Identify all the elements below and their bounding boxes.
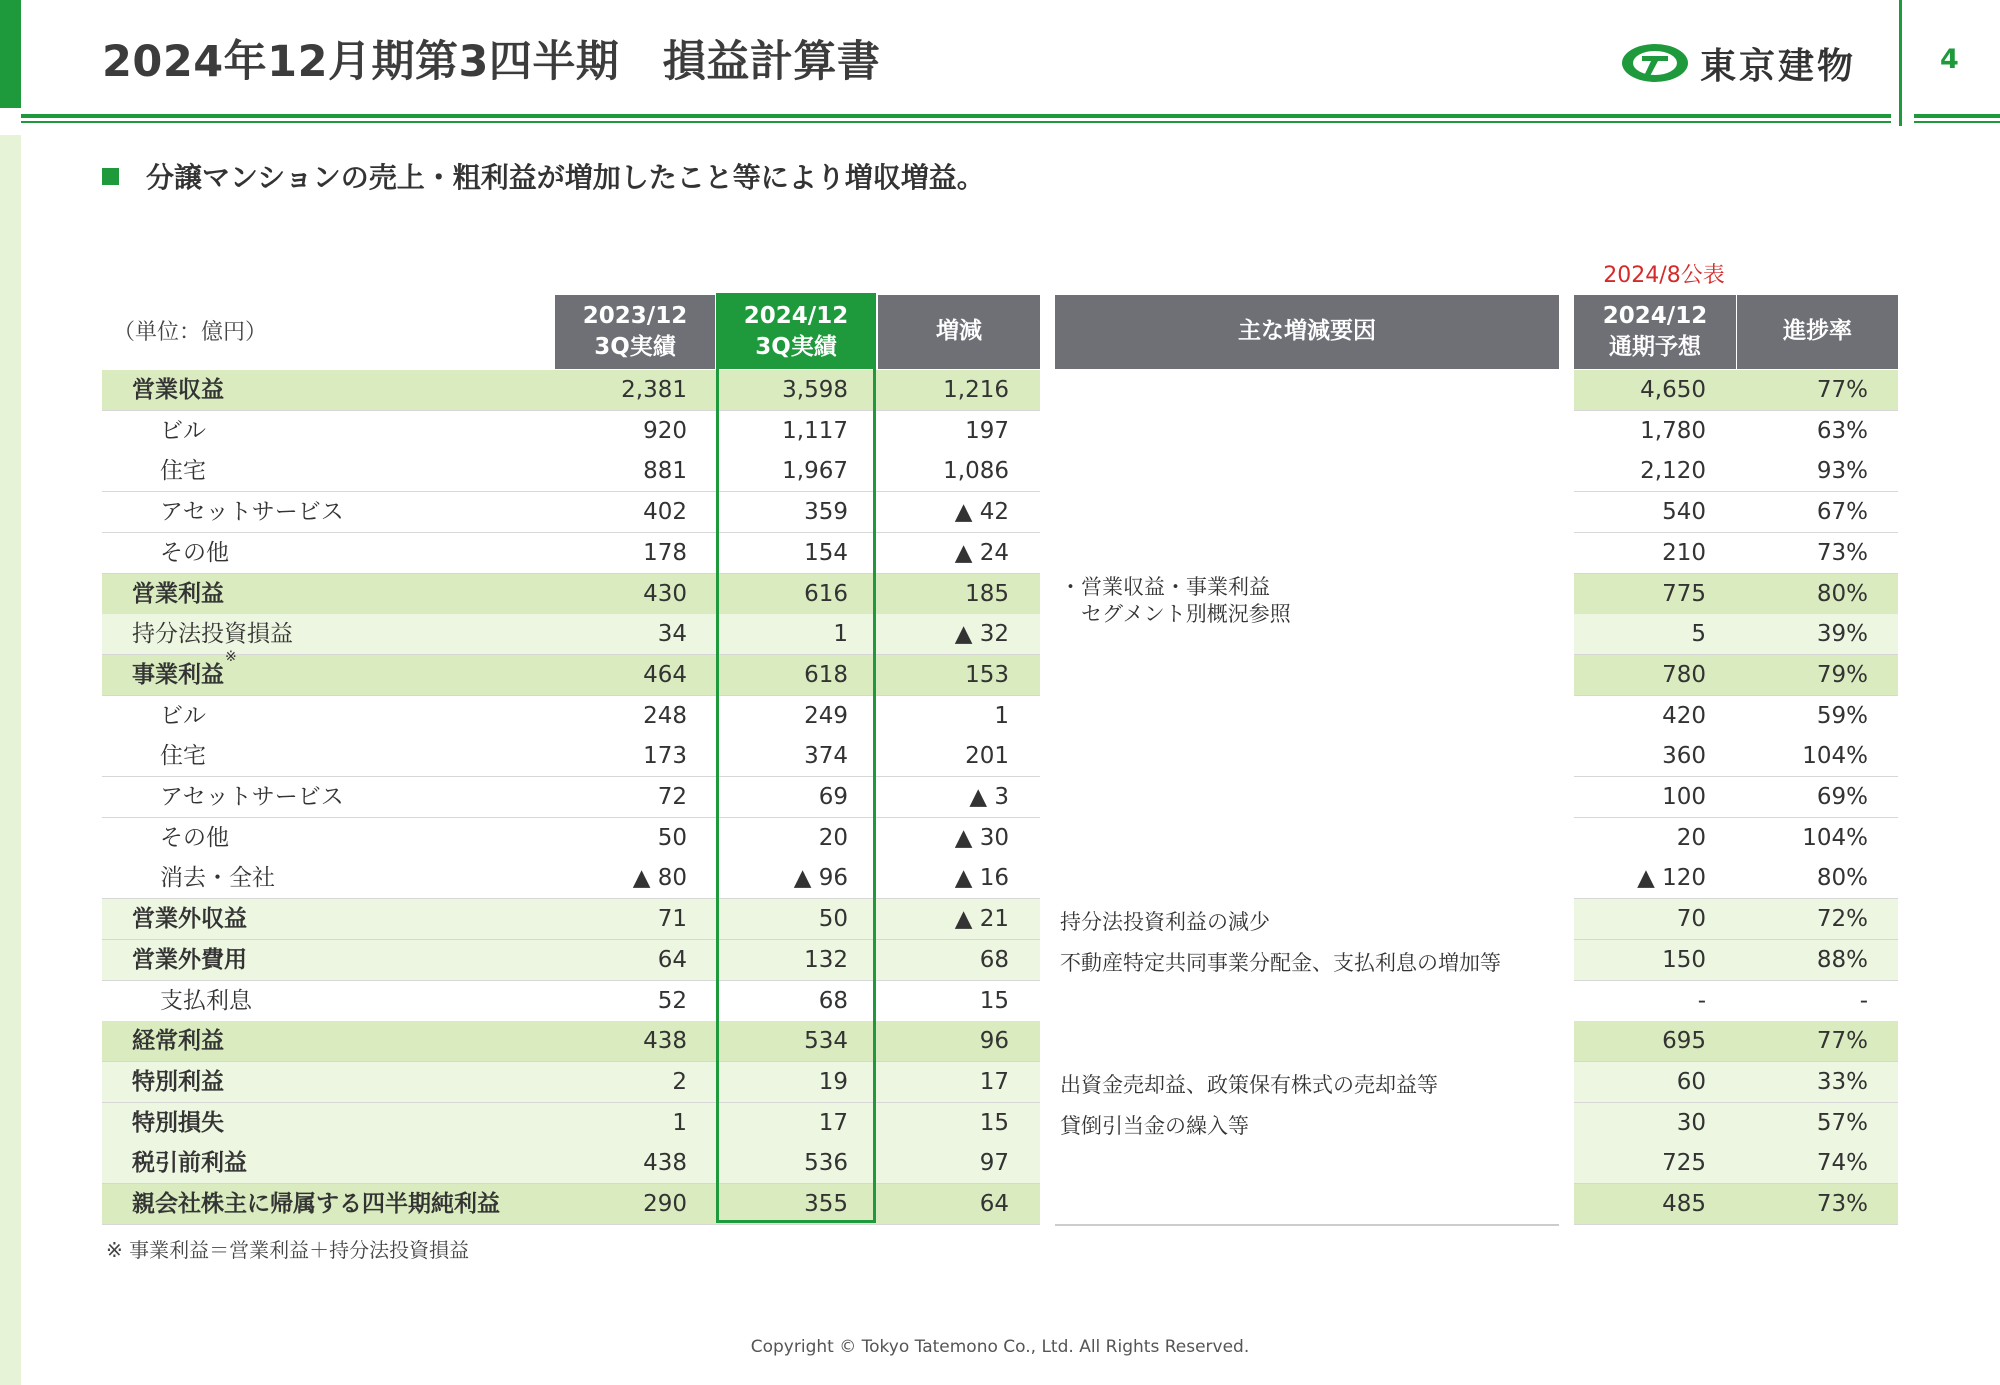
table-row [102,533,1040,574]
cell-diff: 96 [979,1028,1009,1055]
cell-progress: 63% [1816,417,1868,444]
table-row [102,574,1040,615]
cell-progress: 80% [1816,865,1868,892]
cell-diff: 185 [965,580,1009,607]
side-strip [0,135,21,1385]
cell-progress: 93% [1816,458,1868,485]
cell-progress: 80% [1816,580,1868,607]
cell-forecast: 775 [1662,580,1706,607]
cell-progress: 104% [1802,743,1868,770]
cell-prev: 464 [643,661,687,688]
cell-diff: 153 [965,661,1009,688]
forecast-row [1574,574,1898,615]
cell-forecast: 5 [1691,621,1706,648]
forecast-row [1574,940,1898,981]
header-rule-right [1914,114,2000,118]
cell-diff: 15 [979,987,1009,1014]
forecast-row [1574,696,1898,737]
row-label: 事業利益 [132,661,224,688]
cell-curr: 69 [818,784,848,810]
cell-progress: 39% [1816,621,1868,648]
cell-curr: 50 [818,906,848,933]
row-label: 消去・全社 [160,865,275,892]
cell-curr: 3,598 [782,377,848,403]
table-row [102,981,1040,1022]
table-row [102,451,1040,492]
lead-text: 分譲マンションの売上・粗利益が増加したこと等により増収増益。 [146,161,985,194]
cell-curr: 17 [818,1109,848,1136]
cell-forecast: 420 [1662,702,1706,729]
cell-progress: 74% [1816,1150,1868,1177]
row-label: ビル [160,702,206,729]
forecast-row [1574,655,1898,696]
cell-prev: 402 [643,499,687,526]
footnote: ※ 事業利益＝営業利益＋持分法投資損益 [106,1238,470,1262]
cell-prev: 2 [672,1068,687,1095]
cell-prev: 64 [657,946,687,973]
factor-text: 出資金売却益、政策保有株式の売却益等 [1060,1072,1438,1097]
cell-forecast: 20 [1676,824,1706,851]
forecast-row [1574,451,1898,492]
cell-progress: 69% [1816,784,1868,810]
row-label: アセットサービス [160,784,344,810]
cell-prev: 71 [657,906,687,933]
row-label: その他 [160,539,229,566]
cell-forecast: 4,650 [1640,377,1706,403]
company-name: 東京建物 [1700,45,1857,87]
cell-diff: 1 [994,702,1009,729]
table-row [102,899,1040,940]
factor-text: ・営業収益・事業利益 [1060,574,1270,599]
cell-forecast: 360 [1662,743,1706,770]
factor-text: 貸倒引当金の繰入等 [1060,1113,1249,1138]
cell-curr: 618 [804,661,848,688]
cell-forecast: - [1697,987,1706,1014]
header-rule-thin [21,121,1891,123]
table-row [102,492,1040,533]
table-row [102,777,1040,818]
row-label: 住宅 [160,743,206,770]
cell-forecast: 540 [1662,499,1706,526]
cell-forecast: ▲ 120 [1637,865,1706,892]
cell-diff: 15 [979,1109,1009,1136]
row-label: 持分法投資損益 [132,621,293,648]
cell-curr: 616 [804,580,848,607]
lead-statement [102,156,985,196]
cell-prev: ▲ 80 [632,865,687,892]
row-label: その他 [160,824,229,851]
cell-prev: 52 [657,987,687,1014]
cell-forecast: 30 [1676,1109,1706,1136]
header-rule-right-thin [1914,121,2000,123]
cell-diff: 197 [965,417,1009,444]
factor-text: セグメント別概況参照 [1060,602,1291,627]
forecast-row [1574,1103,1898,1144]
cell-progress: 59% [1816,702,1868,729]
cell-progress: 77% [1816,377,1868,403]
cell-forecast: 70 [1676,906,1706,933]
cell-curr: ▲ 96 [793,865,848,892]
row-note-mark: ※ [225,648,237,665]
column-header-diff: 増減 [878,295,1040,369]
cell-progress: 77% [1816,1028,1868,1055]
cell-prev: 430 [643,580,687,607]
cell-prev: 2,381 [621,377,687,403]
cell-diff: ▲ 3 [969,784,1009,810]
current-period-highlight [716,293,876,1223]
cell-curr: 19 [818,1068,848,1095]
cell-prev: 881 [643,458,687,485]
cell-prev: 438 [643,1028,687,1055]
column-header-curr: 2024/12 3Q実績 [716,295,876,369]
cell-diff: 201 [965,743,1009,770]
cell-progress: 73% [1816,1191,1868,1217]
cell-prev: 173 [643,743,687,770]
cell-prev: 178 [643,539,687,566]
forecast-row [1574,1184,1898,1225]
cell-curr: 534 [804,1028,848,1055]
cell-prev: 34 [657,621,687,648]
row-label: 営業利益 [132,580,224,607]
table-row [102,940,1040,981]
row-label: 営業外費用 [132,946,247,973]
company-logo [1620,38,1856,88]
cell-curr: 68 [818,987,848,1014]
cell-forecast: 2,120 [1640,458,1706,485]
table-row [102,818,1040,859]
column-header-factors: 主な増減要因 [1055,295,1559,369]
forecast-row [1574,899,1898,940]
forecast-row [1574,492,1898,533]
unit-label: （単位：億円） [113,320,268,345]
cell-curr: 20 [818,824,848,851]
cell-curr: 355 [804,1191,848,1217]
cell-prev: 920 [643,417,687,444]
row-label: 特別損失 [132,1109,224,1136]
forecast-row [1574,818,1898,859]
cell-curr: 536 [804,1150,848,1177]
bullet-square-icon [102,168,119,185]
cell-progress: 88% [1816,946,1868,973]
row-label: アセットサービス [160,499,344,526]
header-divider [1899,0,1902,126]
cell-diff: 1,216 [943,377,1009,403]
forecast-announcement: 2024/8公表 [1603,263,1725,288]
row-label: 税引前利益 [132,1150,247,1177]
cell-forecast: 150 [1662,946,1706,973]
column-header-progress: 進捗率 [1737,295,1898,369]
company-logo-icon [1620,42,1690,84]
cell-diff: 17 [979,1068,1009,1095]
cell-progress: 72% [1816,906,1868,933]
page-title: 2024年12月期第3四半期 損益計算書 [102,37,881,87]
row-label: 営業外収益 [132,906,247,933]
column-header-prev: 2023/12 3Q実績 [555,295,715,369]
row-label: 親会社株主に帰属する四半期純利益 [132,1191,500,1217]
cell-prev: 290 [643,1191,687,1217]
cell-diff: ▲ 32 [954,621,1009,648]
table-row [102,858,1040,899]
cell-diff: ▲ 16 [954,865,1009,892]
cell-diff: 68 [979,946,1009,973]
cell-curr: 154 [804,539,848,566]
cell-prev: 438 [643,1150,687,1177]
table-row [102,411,1040,452]
forecast-row [1574,1062,1898,1103]
forecast-row [1574,1021,1898,1062]
cell-diff: 1,086 [943,458,1009,485]
table-row [102,614,1040,655]
cell-prev: 50 [657,824,687,851]
row-label: 支払利息 [160,987,252,1014]
cell-diff: 97 [979,1150,1009,1177]
cell-progress: 67% [1816,499,1868,526]
cell-forecast: 1,780 [1640,417,1706,444]
table-row [102,1103,1040,1144]
cell-prev: 1 [672,1109,687,1136]
table-row [102,736,1040,777]
cell-progress: 57% [1816,1109,1868,1136]
cell-curr: 1 [833,621,848,648]
factor-text: 不動産特定共同事業分配金、支払利息の増加等 [1060,950,1501,975]
row-label: ビル [160,417,206,444]
cell-curr: 1,967 [782,458,848,485]
forecast-row [1574,370,1898,411]
copyright: Copyright © Tokyo Tatemono Co., Ltd. All Rights Reserved. [750,1337,1250,1357]
header-rule [21,114,1891,118]
cell-forecast: 695 [1662,1028,1706,1055]
row-label: 住宅 [160,458,206,485]
cell-curr: 249 [804,702,848,729]
forecast-row [1574,1143,1898,1184]
cell-forecast: 100 [1662,784,1706,810]
cell-progress: 73% [1816,539,1868,566]
cell-forecast: 780 [1662,661,1706,688]
forecast-row [1574,981,1898,1022]
row-label: 特別利益 [132,1068,224,1095]
cell-curr: 132 [804,946,848,973]
cell-forecast: 60 [1676,1068,1706,1095]
forecast-row [1574,411,1898,452]
cell-diff: ▲ 21 [954,906,1009,933]
cell-progress: 104% [1802,824,1868,851]
table-row [102,1062,1040,1103]
factors-bottom-rule [1055,1224,1559,1226]
forecast-row [1574,533,1898,574]
forecast-row [1574,777,1898,818]
table-row [102,1184,1040,1225]
column-header-forecast: 2024/12 通期予想 [1574,295,1736,369]
row-label: 経常利益 [132,1028,224,1055]
factor-text: 持分法投資利益の減少 [1060,910,1270,935]
cell-prev: 72 [657,784,687,810]
table-row [102,696,1040,737]
page-number: 4 [1940,44,1959,75]
cell-forecast: 725 [1662,1150,1706,1177]
table-row [102,1143,1040,1184]
table-row [102,1021,1040,1062]
cell-prev: 248 [643,702,687,729]
forecast-row [1574,858,1898,899]
cell-diff: ▲ 42 [954,499,1009,526]
row-label: 営業収益 [132,377,224,403]
cell-diff: ▲ 24 [954,539,1009,566]
cell-progress: 33% [1816,1068,1868,1095]
forecast-row [1574,614,1898,655]
table-row [102,370,1040,411]
table-row [102,648,1040,696]
cell-diff: ▲ 30 [954,824,1009,851]
cell-diff: 64 [979,1191,1009,1217]
cell-curr: 374 [804,743,848,770]
forecast-row [1574,736,1898,777]
cell-progress: 79% [1816,661,1868,688]
header-accent-bar [0,0,21,108]
cell-forecast: 210 [1662,539,1706,566]
cell-curr: 359 [804,499,848,526]
cell-progress: - [1859,987,1868,1014]
cell-curr: 1,117 [782,417,848,444]
cell-forecast: 485 [1662,1191,1706,1217]
